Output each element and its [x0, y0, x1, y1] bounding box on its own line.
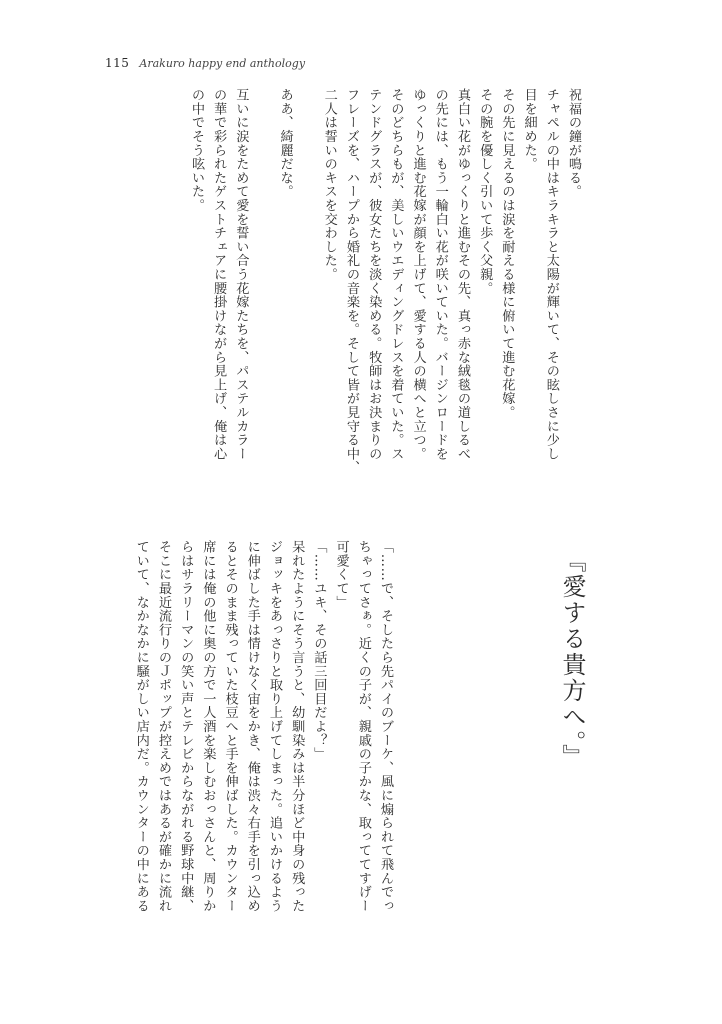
text-line: その腕を優しく引いて歩く父親。: [477, 88, 493, 295]
text-line: 目を細めた。: [521, 88, 537, 171]
text-line: テンドグラスが、彼女たちを淡く染める。牧師はお決まりの: [366, 88, 382, 461]
text-line: 「……ユキ、その話三回目だよ？」: [311, 540, 327, 761]
text-line: そのどちらもが、美しいウエディングドレスを着ていた。ス: [388, 88, 404, 461]
text-line: 席には俺の他に奥の方で一人酒を楽しむおっさんと、周りか: [200, 540, 216, 913]
page-header: [105, 56, 305, 70]
text-line: に伸ばした手は情けなく宙をかき、俺は渋々右手を引っ込め: [244, 540, 260, 913]
text-line: 呆れたようにそう言うと、幼馴染みは半分ほど中身の残った: [289, 540, 305, 913]
text-line: 「……で、そしたら先パイのブーケ、風に煽られて飛んでっ: [378, 540, 393, 913]
text-line: 互いに涙をためて愛を誓い合う花嫁たちを、パステルカラー: [233, 88, 249, 461]
text-line: らはサラリーマンの笑い声とテレビからながれる野球中継、: [178, 540, 194, 913]
story-title: 『愛する貴方へ。』: [558, 548, 586, 770]
text-line: 真白い花がゆっくりと進むその先、真っ赤な絨毯の道しるべ: [454, 88, 470, 461]
text-line: 二人は誓いのキスを交わした。: [321, 88, 337, 282]
blank-line: [296, 88, 318, 508]
text-line: フレーズを、ハープから婚礼の音楽を。そして皆が見守る中、: [343, 88, 359, 475]
text-line: ちゃってさぁ。近くの子が、親戚の子かな、取っててすげー: [355, 540, 371, 913]
text-line: ゆっくりと進む花嫁が顔を上げて、愛する人の横へと立つ。: [410, 88, 426, 461]
running-title: Arakuro happy end anthology: [139, 57, 306, 70]
text-line: るとそのまま残っていた枝豆へと手を伸ばした。カウンター: [222, 540, 238, 913]
text-line: その先に見えるのは涙を耐える様に俯いて進む花嫁。: [499, 88, 515, 420]
text-line: の先には、もう一輪白い花が咲いていた。バージンロードを: [432, 88, 448, 461]
text-line: の華で彩られたゲストチェアに腰掛けながら見上げ、俺は心: [211, 88, 227, 461]
text-line: ていて、なかなかに騒がしい店内だ。カウンターの中にある: [133, 540, 149, 913]
lower-text-block: [130, 540, 396, 920]
blank-line: [251, 88, 273, 508]
text-line: チャペルの中はキラキラと太陽が輝いて、その眩しさに少し: [543, 88, 559, 461]
text-line: ああ、綺麗だな。: [277, 88, 293, 199]
page-number: 115: [105, 56, 130, 70]
text-line: の中でそう呟いた。: [188, 88, 204, 213]
upper-text-block: [185, 88, 584, 508]
text-line: そこに最近流行りのＪポップが控えめではあるが確かに流れ: [155, 540, 171, 913]
text-line: 祝福の鐘が鳴る。: [566, 88, 581, 199]
text-line: 可愛くて」: [333, 540, 349, 609]
text-line: ジョッキをあっさりと取り上げてしまった。追いかけるよう: [266, 540, 282, 913]
